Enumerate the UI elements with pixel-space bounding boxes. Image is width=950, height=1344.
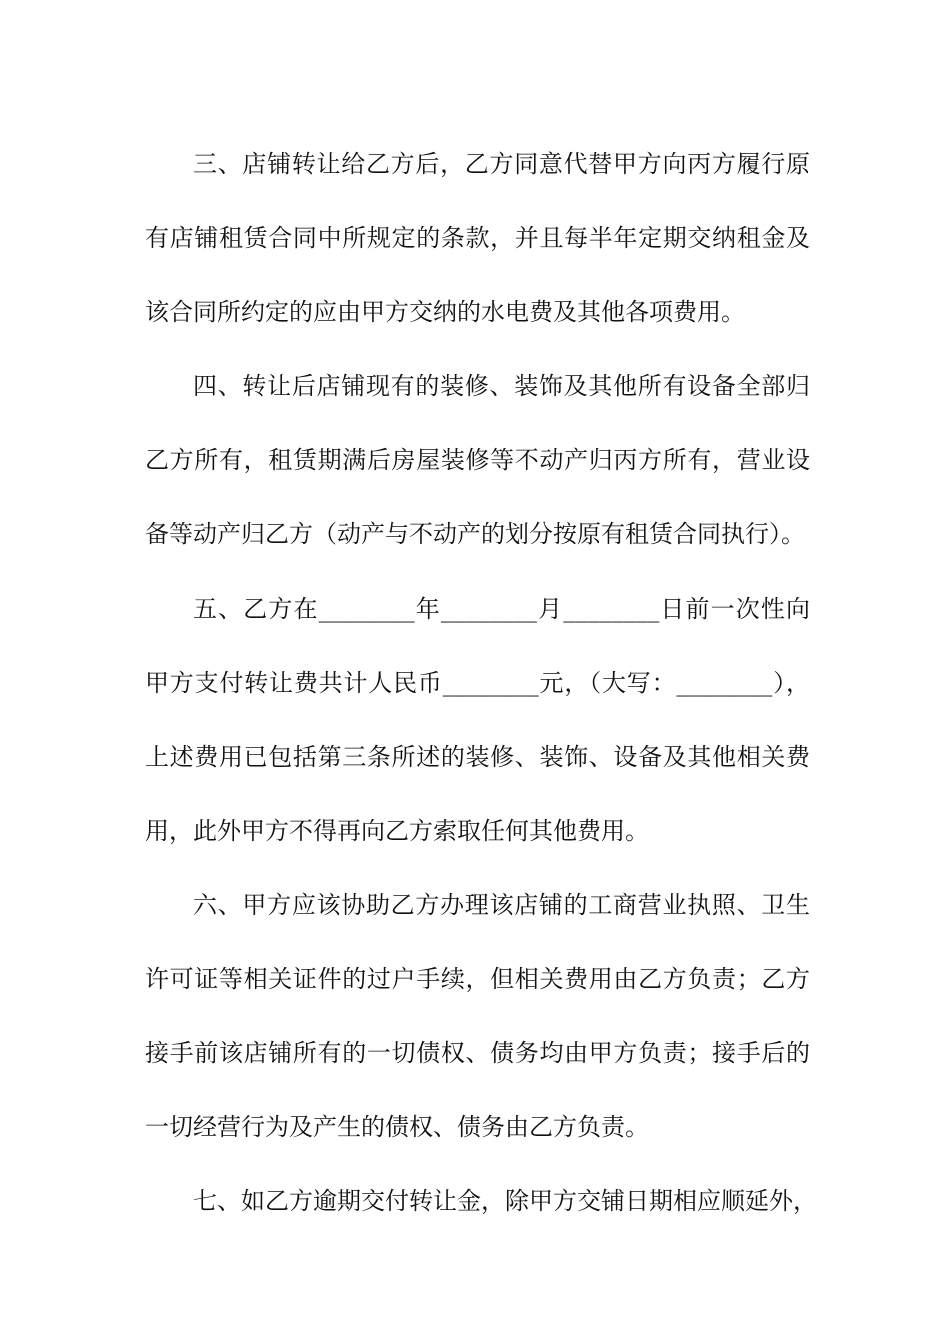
clause-4-line-1: 四、转让后店铺现有的装修、装饰及其他所有设备全部归 — [193, 372, 810, 401]
clause-4-line-3: 备等动产归乙方（动产与不动产的划分按原有租赁合同执行）。 — [145, 520, 805, 549]
clause-6-line-4: 一切经营行为及产生的债权、债务由乙方负责。 — [145, 1113, 649, 1142]
clause-5-line-4: 用，此外甲方不得再向乙方索取任何其他费用。 — [145, 816, 649, 845]
clause-5-line-2: 甲方支付转让费共计人民币________元，（大写：________）， — [145, 668, 810, 697]
clause-5-line-3: 上述费用已包括第三条所述的装修、装饰、设备及其他相关费 — [145, 742, 810, 771]
clause-6-line-2: 许可证等相关证件的过户手续，但相关费用由乙方负责；乙方 — [145, 965, 810, 994]
clause-6-line-3: 接手前该店铺所有的一切债权、债务均由甲方负责；接手后的 — [145, 1039, 810, 1068]
clause-5-line-1: 五、乙方在________年________月________日前一次性向 — [193, 594, 810, 623]
clause-3-line-1: 三、店铺转让给乙方后，乙方同意代替甲方向丙方履行原 — [193, 150, 810, 178]
clause-4-line-2: 乙方所有，租赁期满后房屋装修等不动产归丙方所有，营业设 — [145, 446, 810, 475]
contract-body — [145, 127, 817, 1238]
clause-3-line-2: 有店铺租赁合同中所规定的条款，并且每半年定期交纳租金及 — [145, 224, 810, 253]
clause-6-line-1: 六、甲方应该协助乙方办理该店铺的工商营业执照、卫生 — [193, 890, 810, 919]
clause-3-line-3: 该合同所约定的应由甲方交纳的水电费及其他各项费用。 — [145, 298, 745, 327]
clause-7-line-1: 七、如乙方逾期交付转让金，除甲方交铺日期相应顺延外， — [193, 1187, 817, 1216]
